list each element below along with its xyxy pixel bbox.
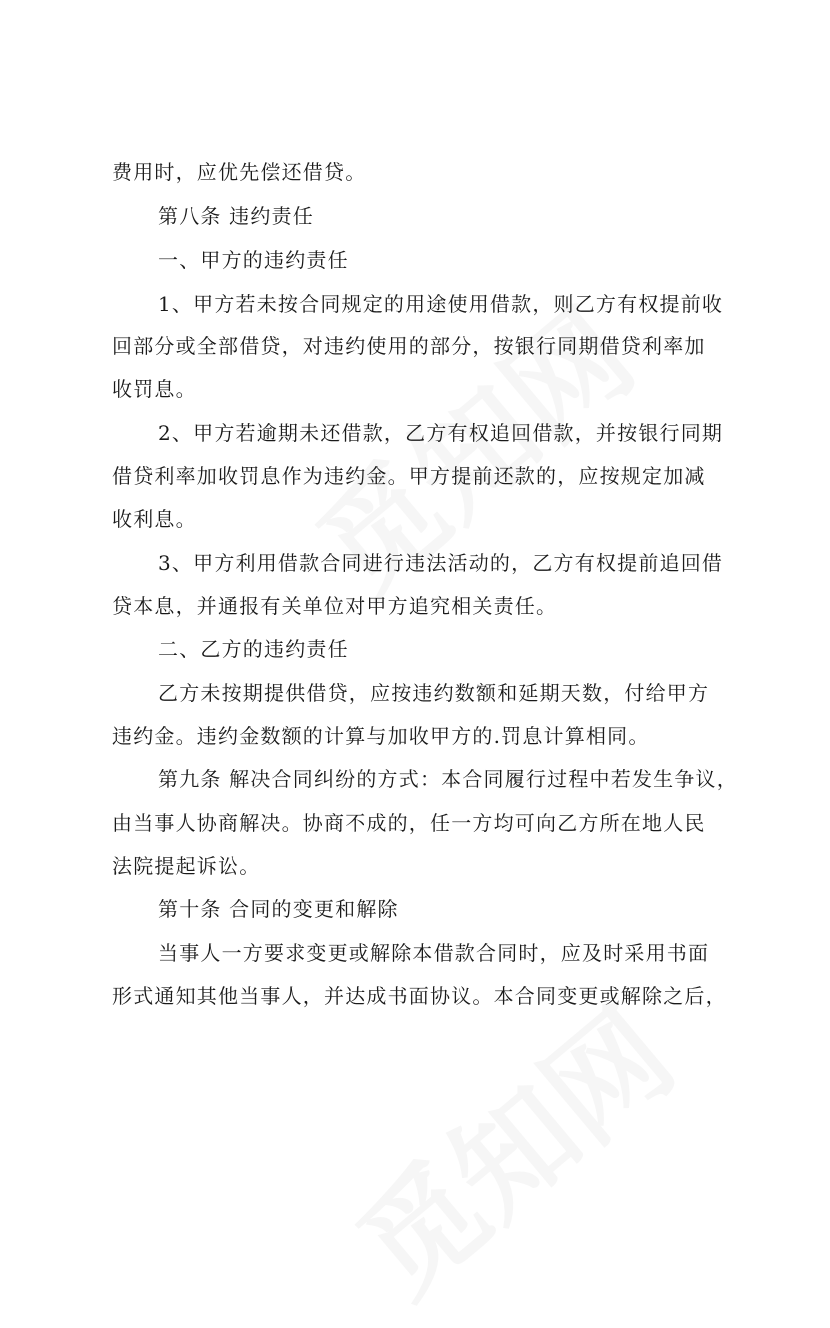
section-heading: 第十条 合同的变更和解除 [158, 897, 399, 921]
paragraph-line: 3、甲方利用借款合同进行违法活动的，乙方有权提前追回借 [158, 551, 724, 575]
paragraph-line: 当事人一方要求变更或解除本借款合同时，应及时采用书面 [158, 941, 710, 965]
paragraph-line: 乙方未按期提供借贷，应按违约数额和延期天数，付给甲方 [158, 681, 710, 705]
paragraph-line: 2、甲方若逾期未还借款，乙方有权追回借款，并按银行同期 [158, 421, 724, 445]
paragraph-line: 1、甲方若未按合同规定的用途使用借款，则乙方有权提前收 [158, 292, 724, 316]
subsection-heading: 一、甲方的违约责任 [158, 248, 349, 272]
paragraph-line: 收罚息。 [112, 377, 197, 401]
paragraph-line: 费用时，应优先偿还借贷。 [112, 160, 367, 184]
paragraph-line: 贷本息，并通报有关单位对甲方追究相关责任。 [112, 594, 558, 618]
subsection-heading: 二、乙方的违约责任 [158, 637, 349, 661]
paragraph-line: 收利息。 [112, 507, 197, 531]
paragraph-line: 由当事人协商解决。协商不成的，任一方均可向乙方所在地人民 [112, 811, 706, 835]
section-heading: 第八条 违约责任 [158, 204, 314, 228]
paragraph-line: 违约金。违约金数额的计算与加收甲方的.罚息计算相同。 [112, 724, 650, 748]
paragraph-line: 回部分或全部借贷，对违约使用的部分，按银行同期借贷利率加 [112, 334, 706, 358]
section-heading: 第九条 解决合同纠纷的方式：本合同履行过程中若发生争议， [158, 767, 738, 791]
paragraph-line: 借贷利率加收罚息作为违约金。甲方提前还款的，应按规定加减 [112, 464, 706, 488]
paragraph-line: 形式通知其他当事人，并达成书面协议。本合同变更或解除之后， [112, 984, 727, 1008]
watermark [317, 964, 703, 1327]
paragraph-line: 法院提起诉讼。 [112, 854, 261, 878]
